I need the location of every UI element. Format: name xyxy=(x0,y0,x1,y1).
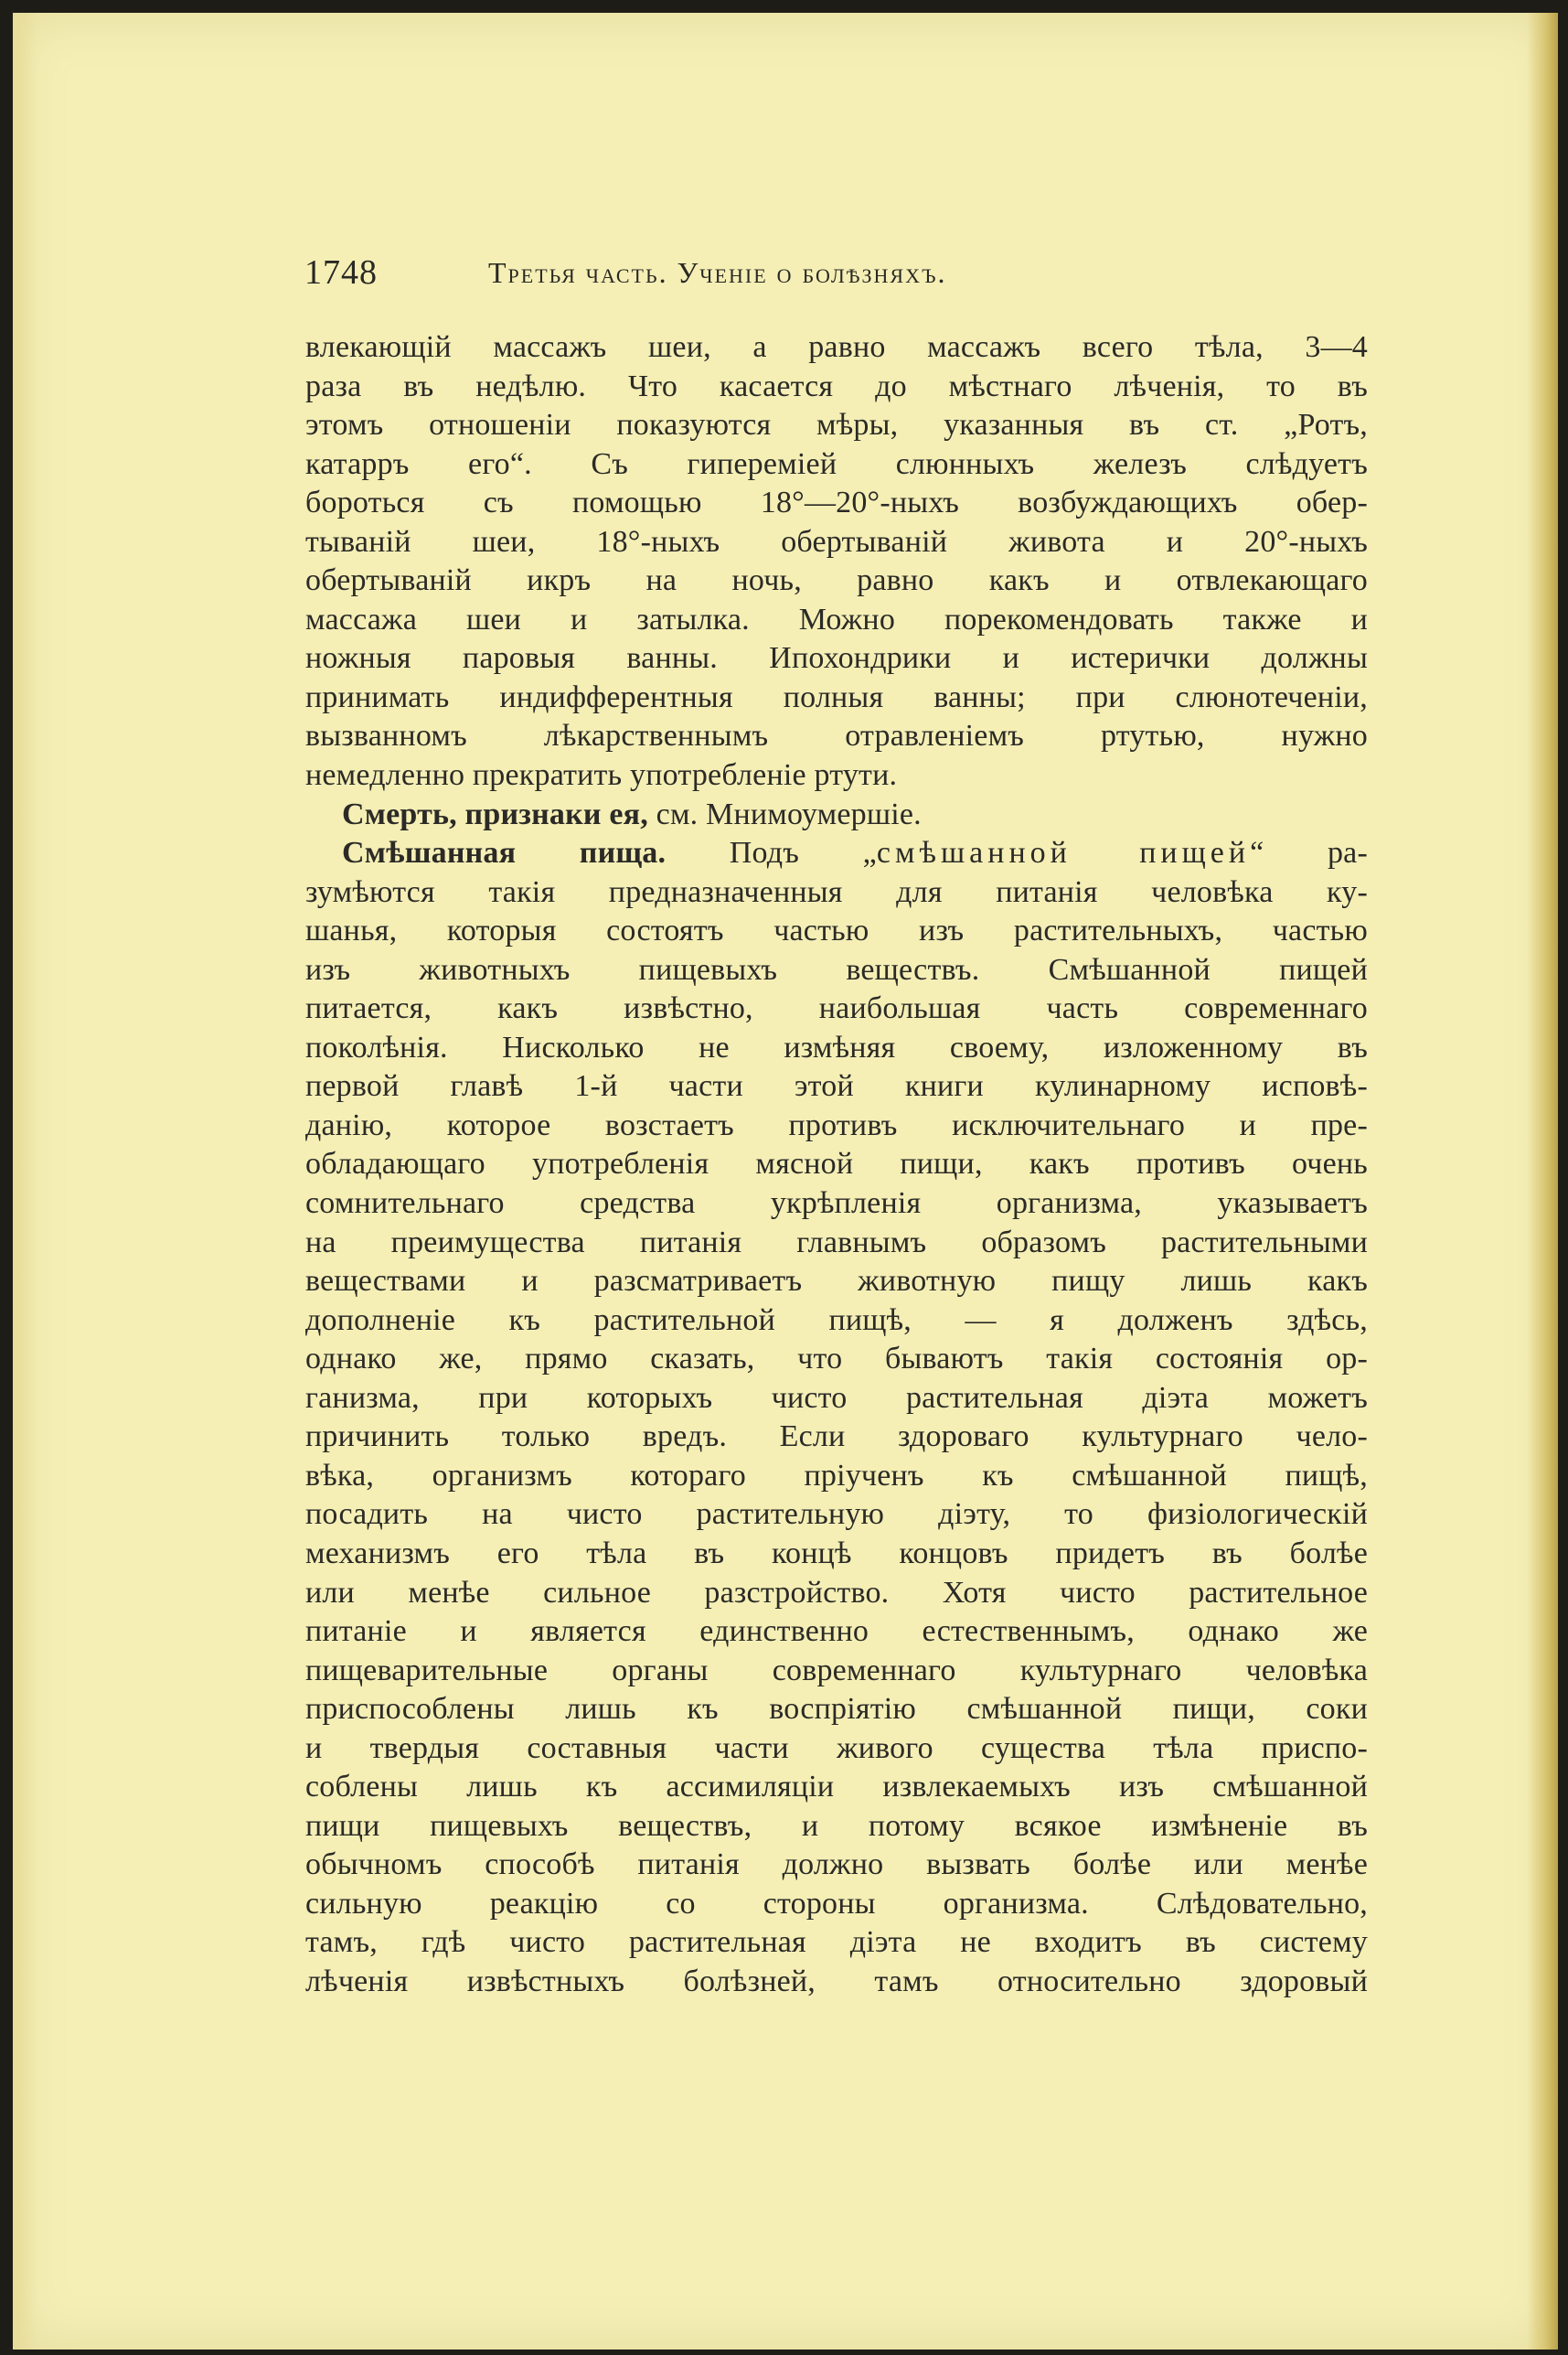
text-line: этомъ отношеніи показуются мѣры, указанныя въ ст. „Ротъ, xyxy=(305,408,1368,443)
text-line: поколѣнія. Нисколько не измѣняя своему, изложенному въ xyxy=(305,1030,1368,1065)
text-line: влекающій массажъ шеи, а равно массажъ всего тѣла, 3—4 xyxy=(305,330,1368,364)
book-page xyxy=(13,13,1558,2350)
text-line: веществами и разсматриваетъ животную пищу лишь какъ xyxy=(305,1264,1368,1299)
page-right-edge xyxy=(1527,13,1558,2350)
text-line: пищеварительные органы современнаго культурнаго человѣка xyxy=(305,1653,1368,1687)
text-line: сомнительнаго средства укрѣпленія организма, указываетъ xyxy=(305,1186,1368,1221)
text-line: принимать индифферентныя полныя ванны; при слюнотеченіи, xyxy=(305,680,1368,714)
text-line: бороться съ помощью 18°—20°-ныхъ возбуждающихъ обер- xyxy=(305,486,1368,520)
text-line: вѣка, организмъ котораго пріученъ къ смѣшанной пищѣ, xyxy=(305,1458,1368,1493)
text-line: посадить на чисто растительную діэту, то физіологическій xyxy=(305,1497,1368,1532)
text-line: данію, которое возстаетъ противъ исключительнаго и пре- xyxy=(305,1108,1368,1142)
text-line: однако же, прямо сказать, что бываютъ такія состоянія ор- xyxy=(305,1342,1368,1376)
entry-term: Смерть, признаки ея, xyxy=(342,797,648,831)
text-line: тамъ, гдѣ чисто растительная діэта не входитъ въ систему xyxy=(305,1925,1368,1960)
running-title: Третья часть. Ученіе о болѣзняхъ. xyxy=(488,256,947,289)
text-line: зумѣются такія предназначенныя для питанія человѣка ку- xyxy=(305,874,1368,909)
text-line: питаніе и является единственно естественнымъ, однако же xyxy=(305,1614,1368,1649)
text-line: шанья, которыя состоятъ частью изъ растительныхъ, частью xyxy=(305,914,1368,948)
entry-term: Смѣшанная пища. xyxy=(342,836,667,871)
text-line: механизмъ его тѣла въ концѣ концовъ придетъ въ болѣе xyxy=(305,1536,1368,1570)
text-line: ножныя паровыя ванны. Ипохондрики и истерички должны xyxy=(305,641,1368,676)
text-line: обертываній икръ на ночь, равно какъ и отвлекающаго xyxy=(305,563,1368,598)
text-line: причинить только вредъ. Если здороваго культурнаго чело- xyxy=(305,1419,1368,1454)
text-line: тываній шеи, 18°-ныхъ обертываній живота и 20°-ныхъ xyxy=(305,524,1368,559)
page-number: 1748 xyxy=(304,253,378,292)
text-line: катарръ его“. Съ гиперемiей слюнныхъ железъ слѣдуетъ xyxy=(305,446,1368,481)
body-text xyxy=(305,328,1368,2002)
text-line: обладающаго употребленія мясной пищи, какъ противъ очень xyxy=(305,1147,1368,1182)
text-line: ганизма, при которыхъ чисто растительная діэта можетъ xyxy=(305,1380,1368,1415)
text-line: питается, какъ извѣстно, наибольшая часть современнаго xyxy=(305,991,1368,1026)
text-line: вызванномъ лѣкарственнымъ отравленіемъ ртутью, нужно xyxy=(305,719,1368,754)
text-line: немедленно прекратить употребленіе ртути. xyxy=(305,758,898,793)
text-line: первой главѣ 1-й части этой книги кулинарному исповѣ- xyxy=(305,1069,1368,1104)
running-header xyxy=(292,249,1398,291)
text-line: соблены лишь къ ассимиляціи извлекаемыхъ изъ смѣшанной xyxy=(305,1770,1368,1804)
text-line: лѣченія извѣстныхъ болѣзней, тамъ относительно здоровый xyxy=(305,1964,1368,1998)
text-line: сильную реакцію со стороны организма. Слѣдовательно, xyxy=(305,1886,1368,1921)
text-line: или менѣе сильное разстройство. Хотя чисто растительное xyxy=(305,1575,1368,1610)
page-left-shadow xyxy=(13,13,37,2350)
text-line: раза въ недѣлю. Что касается до мѣстнаго лѣченія, то въ xyxy=(305,369,1368,403)
entry-smert xyxy=(305,796,1368,835)
text-line: и твердыя составныя части живого существа тѣла приспо- xyxy=(305,1730,1368,1765)
text-line: на преимущества питанія главнымъ образомъ растительными xyxy=(305,1225,1368,1259)
text-line: изъ животныхъ пищевыхъ веществъ. Смѣшанной пищей xyxy=(305,952,1368,987)
text-line: массажа шеи и затылка. Можно порекомендовать также и xyxy=(305,602,1368,637)
text-line: обычномъ способѣ питанія должно вызвать болѣе или менѣе xyxy=(305,1847,1368,1882)
text-line: приспособлены лишь къ воспріятію смѣшанной пищи, соки xyxy=(305,1692,1368,1727)
text-line: дополненіе къ растительной пищѣ, — я долженъ здѣсь, xyxy=(305,1302,1368,1337)
text-line: пищи пищевыхъ веществъ, и потому всякое измѣненіе въ xyxy=(305,1808,1368,1843)
entry-reference: см. Мнимоумершіе. xyxy=(647,797,922,831)
spaced-emphasis: смѣшанной пищей xyxy=(876,836,1251,871)
entry-smeshannaya-pishcha: Смѣшанная пища. Подъ „смѣшанной пищей“ ра- xyxy=(342,836,1368,871)
